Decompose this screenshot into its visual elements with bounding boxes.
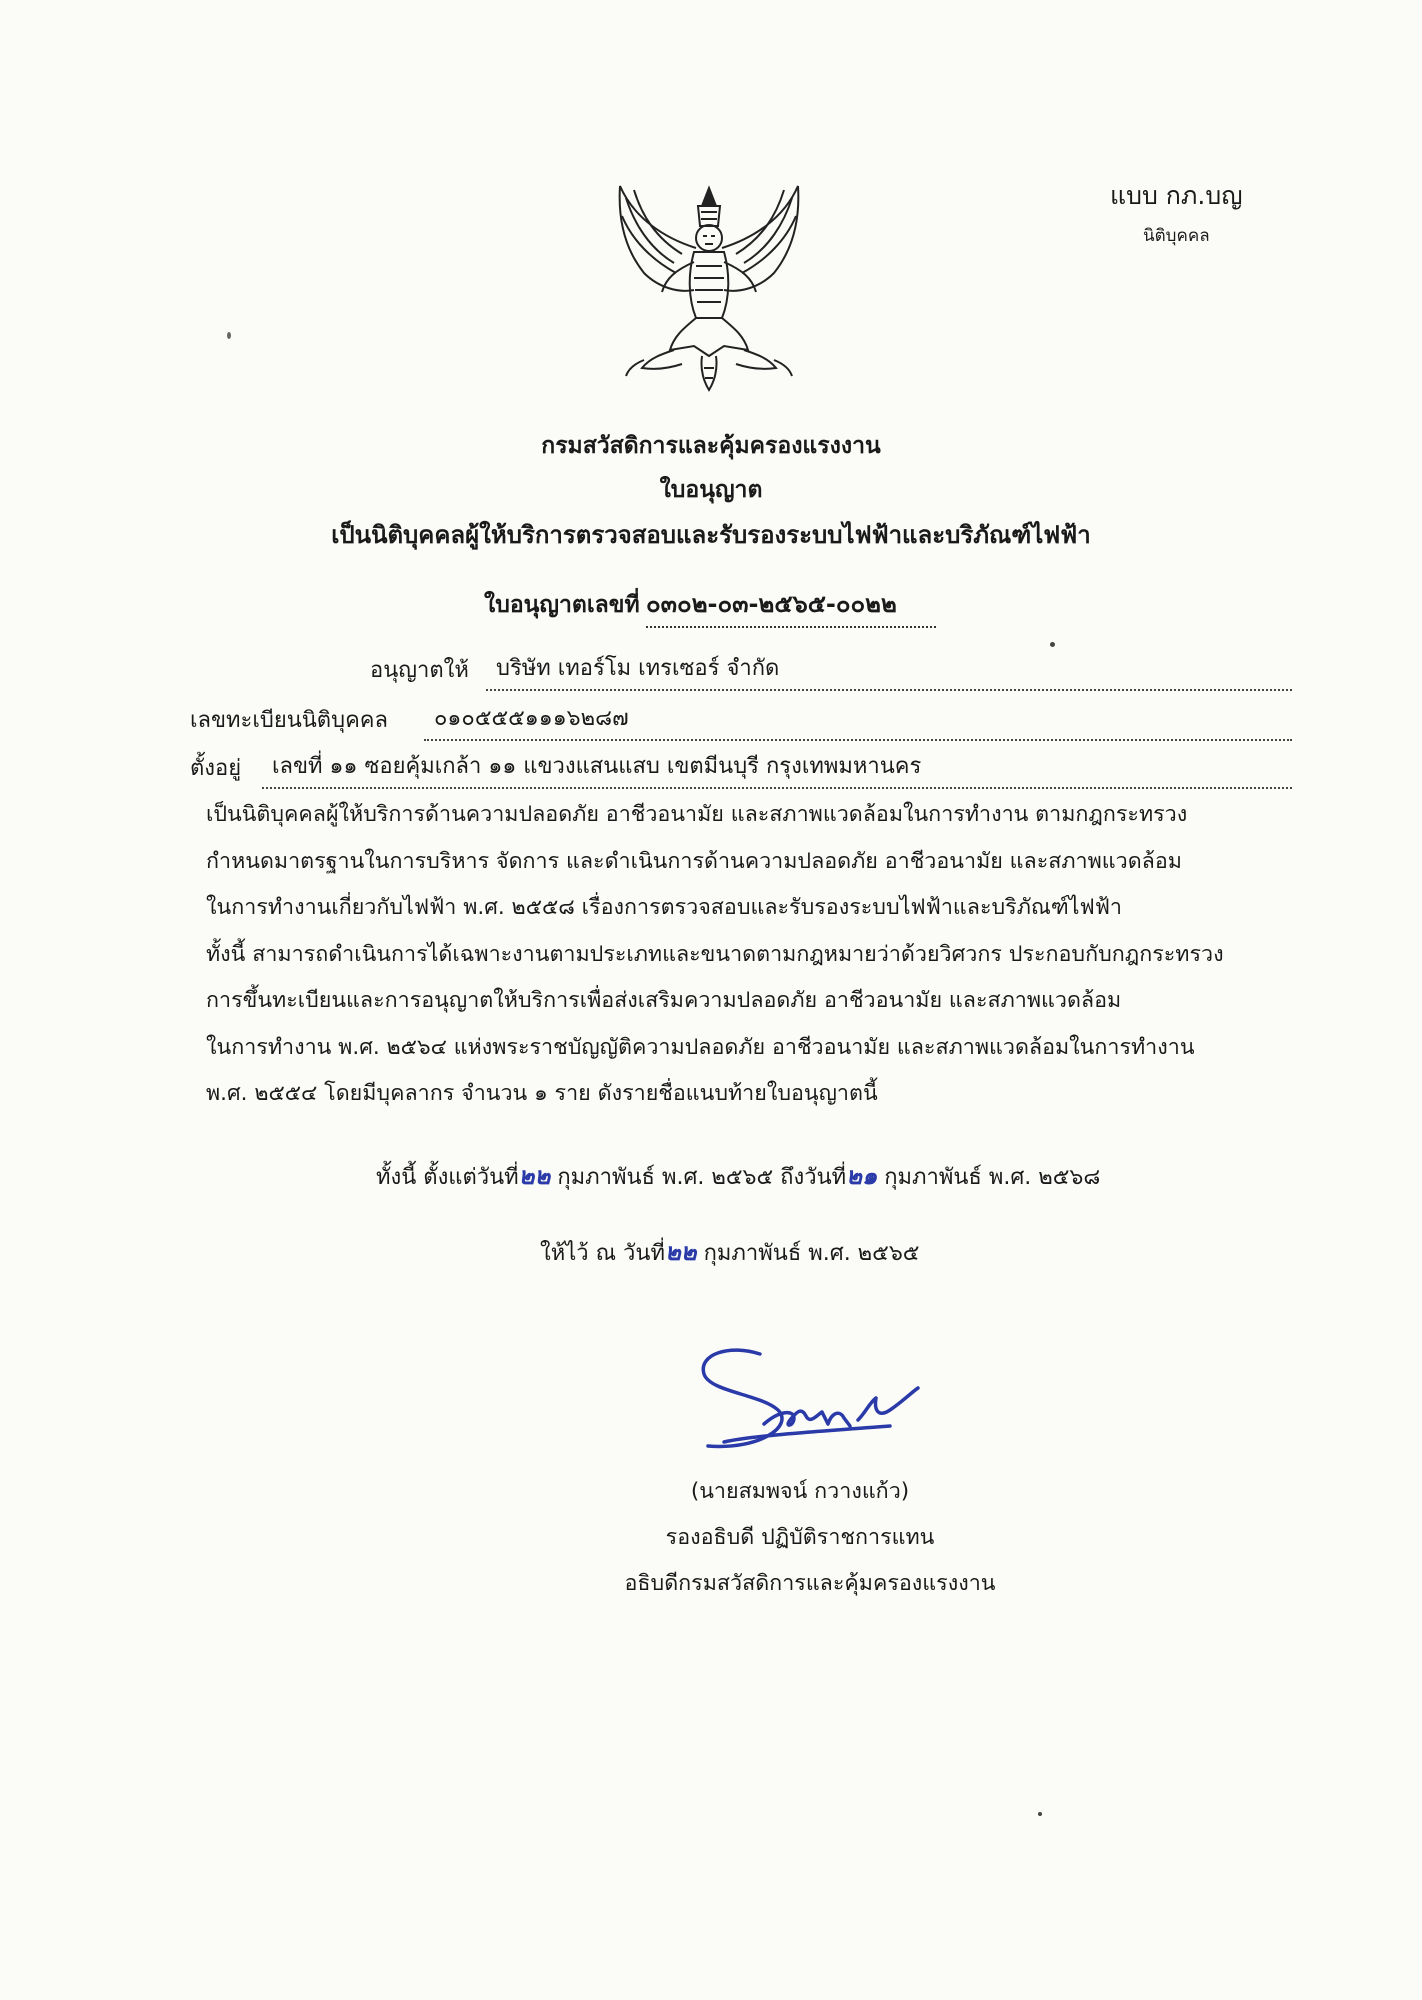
license-body (206, 792, 1286, 1118)
license-number: ๐๓๐๒-๐๓-๒๕๖๕-๐๐๒๒ (646, 582, 936, 628)
body-line: พ.ศ. ๒๕๕๔ โดยมีบุคลากร จำนวน ๑ ราย ดังรายชื่อแนบท้ายใบอนุญาตนี้ (206, 1081, 878, 1106)
scan-speck (1050, 642, 1055, 647)
validity-line (376, 1156, 1100, 1195)
validity-end-day: ๒๑ (846, 1162, 878, 1190)
form-type: นิติบุคคล (1143, 226, 1210, 246)
body-line: ในการทำงานเกี่ยวกับไฟฟ้า พ.ศ. ๒๕๕๘ เรื่องการตรวจสอบและรับรองระบบไฟฟ้าและบริภัณฑ์ไฟฟ้า (206, 895, 1123, 920)
body-line: เป็นนิติบุคคลผู้ให้บริการด้านความปลอดภัย อาชีวอนามัย และสภาพแวดล้อมในการทำงาน ตามกฎกระทรวง (206, 802, 1188, 827)
validity-prefix: ทั้งนี้ ตั้งแต่วันที่ (376, 1165, 519, 1190)
scan-speck (227, 332, 231, 339)
grantee-name: บริษัท เทอร์โม เทรเซอร์ จำกัด (486, 650, 1292, 691)
body-line: ในการทำงาน พ.ศ. ๒๕๖๔ แห่งพระราชบัญญัติความปลอดภัย อาชีวอนามัย และสภาพแวดล้อมในการทำงาน (206, 1034, 1195, 1060)
issued-day: ๒๒ (664, 1238, 697, 1266)
address-value: เลขที่ ๑๑ ซอยคุ้มเกล้า ๑๑ แขวงแสนแสบ เขตมีนบุรี กรุงเทพมหานคร (262, 748, 1292, 789)
validity-end-rest: กุมภาพันธ์ พ.ศ. ๒๕๖๘ (884, 1165, 1101, 1190)
signatory-name: (นายสมพจน์ กวางแก้ว) (690, 1479, 910, 1504)
body-line: ทั้งนี้ สามารถดำเนินการได้เฉพาะงานตามประเภทและขนาดตามกฎหมายว่าด้วยวิศวกร ประกอบกับกฎกระทรวง (206, 941, 1224, 967)
body-line: กำหนดมาตรฐานในการบริหาร จัดการ และดำเนินการด้านความปลอดภัย อาชีวอนามัย และสภาพแวดล้อม (206, 848, 1182, 874)
department-heading: กรมสวัสดิการและคุ้มครองแรงงาน (541, 433, 881, 459)
body-line: การขึ้นทะเบียนและการอนุญาตให้บริการเพื่อส่งเสริมความปลอดภัย อาชีวอนามัย และสภาพแวดล้อม (206, 988, 1122, 1013)
grantee-label: อนุญาตให้ (370, 658, 469, 683)
document-subtitle: เป็นนิติบุคคลผู้ให้บริการตรวจสอบและรับรองระบบไฟฟ้าและบริภัณฑ์ไฟฟ้า (331, 521, 1091, 549)
signatory-organization: อธิบดีกรมสวัสดิการและคุ้มครองแรงงาน (624, 1571, 996, 1596)
scan-speck (1038, 1812, 1042, 1816)
document-title: ใบอนุญาต (659, 477, 763, 503)
signatory-position: รองอธิบดี ปฏิบัติราชการแทน (665, 1525, 935, 1550)
issued-rest: กุมภาพันธ์ พ.ศ. ๒๕๖๕ (703, 1241, 920, 1266)
issued-line (540, 1232, 919, 1271)
validity-start-day: ๒๒ (518, 1162, 551, 1190)
issued-prefix: ให้ไว้ ณ วันที่ (540, 1241, 665, 1266)
registration-label: เลขทะเบียนนิติบุคคล (190, 708, 388, 733)
validity-start-rest: กุมภาพันธ์ พ.ศ. ๒๕๖๕ ถึงวันที่ (557, 1165, 847, 1190)
license-number-label: ใบอนุญาตเลขที่ (484, 592, 640, 618)
form-code: แบบ กภ.บญ (1110, 181, 1243, 210)
registration-number: ๐๑๐๕๕๕๑๑๑๖๒๘๗ (424, 700, 1292, 741)
address-label: ตั้งอยู่ (190, 756, 242, 781)
garuda-emblem-icon (604, 178, 814, 396)
signature-icon (690, 1340, 930, 1460)
